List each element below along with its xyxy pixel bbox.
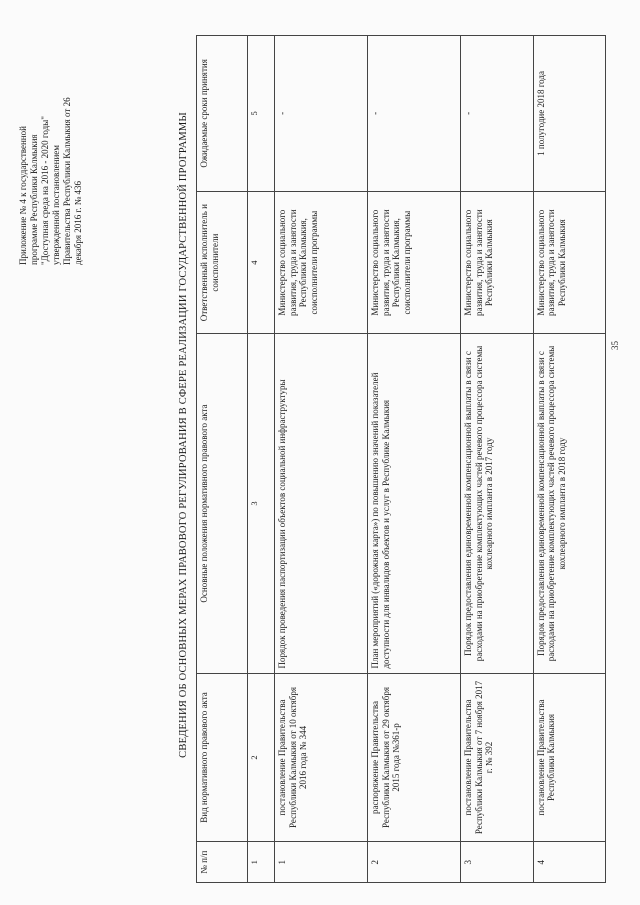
act-type: постановление Правительства Республики Калмыкия [533,673,605,842]
row-number: 4 [533,842,605,883]
table-row [368,36,461,883]
approval-line: Правительства Республики Калмыкия от 26 [62,97,72,265]
responsible: Министерство социального развития, труда и занятости Республики Калмыкия [533,191,605,334]
act-type: постановление Правительства Республики Калмыкия от 10 октября 2016 года № 344 [275,673,368,842]
header-num: № п/п [197,842,248,883]
approval-block [18,25,84,265]
act-provision: План мероприятий («дорожная карта») по повышению значений показателей доступности для инвалидов объектов и услуг в Республике Калмыкия [368,334,461,673]
page-number: 35 [610,341,620,350]
approval-line: утвержденной постановлением [51,145,61,265]
table-row [461,36,533,883]
approval-line: Приложение № 4 к государственной [18,126,28,265]
row-number: 2 [368,842,461,883]
expected-date: - [368,36,461,192]
responsible: Министерство социального развития, труда и занятости Республики Калмыкия [461,191,533,334]
act-provision: Порядок предоставления единовременной компенсационной выплаты в связи с расходами на приобретение комплектующих частей речевого процессора системы кохлеарного импланта в 2017 году [461,334,533,673]
header-act-type: Вид нормативного правового акта [197,673,248,842]
expected-date: - [275,36,368,192]
column-number: 2 [248,673,275,842]
column-number: 5 [248,36,275,192]
responsible: Министерство социального развития, труда и занятости Республики Калмыкия, соисполнители программы [275,191,368,334]
expected-date: - [461,36,533,192]
column-number-row [248,36,275,883]
row-number: 3 [461,842,533,883]
table-row [275,36,368,883]
column-number: 3 [248,334,275,673]
table-row [533,36,605,883]
measures-table [196,35,606,883]
column-number: 4 [248,191,275,334]
act-type: постановление Правительства Республики Калмыкия от 7 ноября 2017 г. № 392 [461,673,533,842]
table-header-row [197,36,248,883]
header-dates: Ожидаемые сроки принятия [197,36,248,192]
act-provision: Порядок проведения паспортизации объектов социальной инфраструктуры [275,334,368,673]
approval-line: "Доступная среда на 2016 - 2020 годы" [40,116,50,265]
expected-date: 1 полугодие 2018 года [533,36,605,192]
act-type: распоряжение Правительства Республики Калмыкия от 29 октября 2015 года №361-р [368,673,461,842]
header-responsible: Ответственный исполнитель и соисполнители [197,191,248,334]
act-provision: Порядок предоставления единовременной компенсационной выплаты в связи с расходами на приобретение комплектующих частей речевого процессора системы кохлеарного импланта в 2018 году [533,334,605,673]
approval-line: декабря 2016 г. № 436 [73,180,83,265]
row-number: 1 [275,842,368,883]
column-number: 1 [248,842,275,883]
document-heading: СВЕДЕНИЯ ОБ ОСНОВНЫХ МЕРАХ ПРАВОВОГО РЕГУЛИРОВАНИЯ В СФЕРЕ РЕАЛИЗАЦИИ ГОСУДАРСТВЕННОЙ ПРОГРАММЫ [178,112,189,758]
responsible: Министерство социального развития, труда и занятости Республики Калмыкия, соисполнители программы [368,191,461,334]
approval-line: программе Республики Калмыкия [29,134,39,265]
header-provisions: Основные положения нормативного правового акта [197,334,248,673]
